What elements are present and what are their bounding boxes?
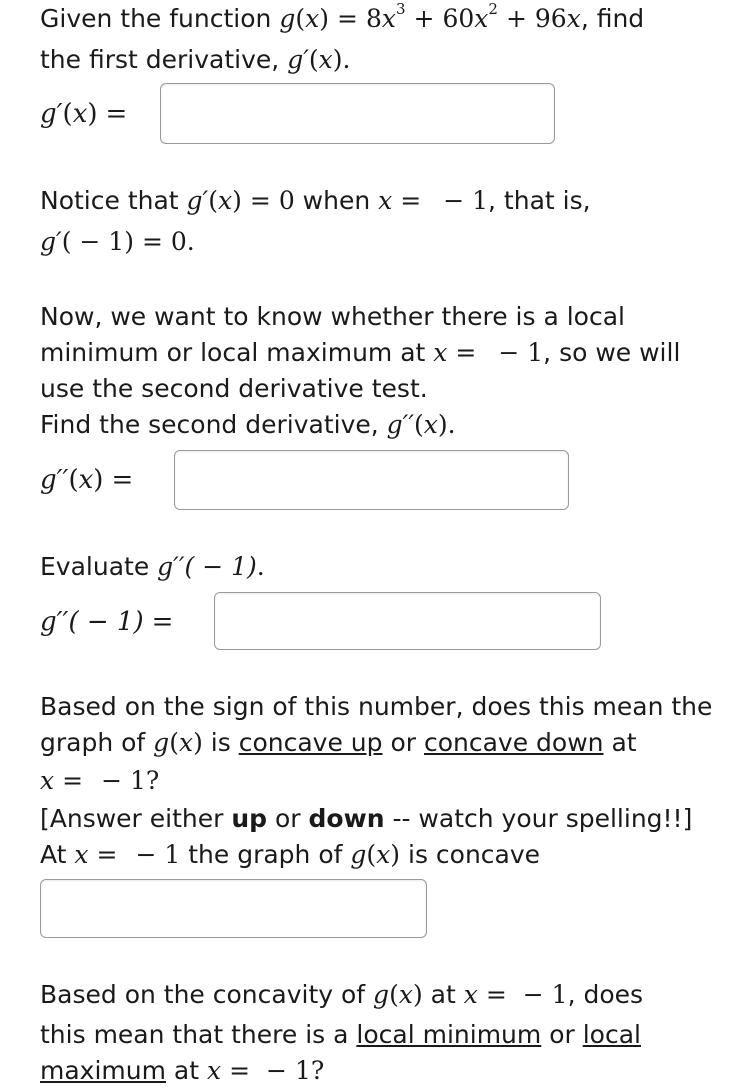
q1-period: . bbox=[342, 45, 351, 74]
q3-line1 bbox=[40, 549, 265, 585]
q4-line3-val: − 1? bbox=[101, 766, 160, 795]
local-minimum-text: local minimum bbox=[356, 1020, 542, 1049]
concave-up-text: concave up bbox=[238, 728, 383, 757]
q5-line3: maximum at x = − 1? bbox=[40, 1056, 325, 1085]
q5-line1-val: − 1 bbox=[522, 980, 568, 1009]
q2-label-fn: g′′ bbox=[40, 465, 69, 495]
q1-line2: the first derivative, g′(x). bbox=[40, 45, 351, 74]
q4-up-bold: up bbox=[231, 804, 268, 833]
q5-line1-a: Based on the concavity of bbox=[40, 980, 374, 1009]
notice-zero: 0 bbox=[278, 186, 295, 215]
q3-period: . bbox=[256, 552, 265, 581]
q4-line2-prefix: graph of bbox=[40, 728, 154, 757]
plus-1: + bbox=[413, 4, 435, 33]
exp-2: 2 bbox=[488, 0, 498, 18]
q1-suffix: , find bbox=[580, 4, 645, 33]
second-deriv: g′′ bbox=[386, 410, 415, 439]
q2-line4-prefix: Find the second derivative, bbox=[40, 410, 387, 439]
var-x: x bbox=[305, 4, 320, 33]
q4-is-concave: is concave bbox=[400, 840, 541, 869]
notice-line1: Notice that g′(x) = 0 when x = − 1, that is, bbox=[40, 186, 591, 215]
second-derivative-input[interactable] bbox=[175, 451, 568, 509]
notice-deriv: g′ bbox=[186, 186, 209, 215]
q4-line4 bbox=[40, 801, 692, 837]
q2-line4: Find the second derivative, g′′(x). bbox=[40, 410, 456, 439]
q5-line1-c: , does bbox=[567, 980, 644, 1009]
q1-label-fn: g′ bbox=[40, 99, 63, 129]
notice-line2-arg: ( − 1) bbox=[61, 227, 134, 256]
q2-line3: use the second derivative test. bbox=[40, 374, 428, 403]
notice-val: − 1 bbox=[443, 186, 489, 215]
coef-1: 8 bbox=[365, 4, 382, 33]
second-derivative-input-box[interactable] bbox=[174, 450, 569, 510]
q4-down-bold: down bbox=[308, 804, 385, 833]
coef-2: 60 bbox=[442, 4, 475, 33]
notice-line2-fn: g′ bbox=[40, 227, 62, 256]
q2-line2: minimum or local maximum at x = − 1, so we will bbox=[40, 338, 681, 367]
maximum-text: maximum bbox=[40, 1056, 166, 1085]
q3-label: g′′( − 1) bbox=[40, 607, 144, 637]
q4-line5: At x = − 1 the graph of g(x) is concave bbox=[40, 840, 541, 869]
first-derivative-input[interactable] bbox=[161, 84, 554, 143]
plus-2: + bbox=[505, 4, 527, 33]
q2-line1: Now, we want to know whether there is a local bbox=[40, 302, 625, 331]
q4-line3: x = − 1? bbox=[40, 766, 160, 795]
concave-down-text: concave down bbox=[423, 728, 604, 757]
equals: = bbox=[337, 4, 358, 33]
first-deriv: g′ bbox=[287, 45, 309, 74]
q1-answer-label: g′(x) = bbox=[40, 99, 128, 129]
q1-text: Given the function bbox=[40, 4, 280, 33]
notice-var: x bbox=[378, 186, 393, 215]
q2-period: . bbox=[447, 410, 456, 439]
q5-line2 bbox=[40, 1017, 641, 1053]
local-text: local bbox=[582, 1020, 641, 1049]
q3-answer-label: g′′( − 1) = bbox=[40, 607, 174, 637]
concavity-input-box[interactable] bbox=[40, 879, 427, 938]
q2-line2-val: − 1 bbox=[498, 338, 544, 367]
concavity-input[interactable] bbox=[41, 880, 426, 937]
q4-instr-b: -- watch your spelling!!] bbox=[384, 804, 693, 833]
q4-at: at bbox=[603, 728, 637, 757]
first-derivative-input-box[interactable] bbox=[160, 83, 555, 144]
q4-instr-a: [Answer either bbox=[40, 804, 232, 833]
q4-graph-of: the graph of bbox=[180, 840, 351, 869]
q4-line2: graph of g(x) is concave up or concave down at bbox=[40, 728, 637, 757]
q3-expr: g′′( − 1) bbox=[157, 552, 257, 581]
q5-line3-at: at bbox=[165, 1056, 207, 1085]
q5-line1: Based on the concavity of g(x) at x = − 1, does bbox=[40, 980, 644, 1009]
q4-or: or bbox=[382, 728, 424, 757]
q2-line2-prefix: minimum or local maximum at bbox=[40, 338, 434, 367]
q3-prefix: Evaluate bbox=[40, 552, 158, 581]
notice-when: when bbox=[294, 186, 379, 215]
notice-line2-rhs: 0. bbox=[170, 227, 195, 256]
q1-line2-text: the first derivative, bbox=[40, 45, 288, 74]
q4-line5-val: − 1 bbox=[135, 840, 181, 869]
q2-line2-suffix: , so we will bbox=[543, 338, 681, 367]
second-derivative-value-input-box[interactable] bbox=[214, 592, 601, 650]
q5-line3-val: − 1? bbox=[266, 1056, 325, 1085]
notice-prefix: Notice that bbox=[40, 186, 187, 215]
q4-line1: Based on the sign of this number, does this mean the bbox=[40, 692, 713, 721]
notice-suffix: , that is, bbox=[488, 186, 591, 215]
q5-or: or bbox=[541, 1020, 583, 1049]
fn-name: g bbox=[279, 4, 296, 33]
second-derivative-value-input[interactable] bbox=[215, 593, 600, 649]
q5-line2-a: this mean that there is a bbox=[40, 1020, 357, 1049]
q4-instr-or: or bbox=[267, 804, 309, 833]
q4-is: is bbox=[202, 728, 239, 757]
q5-line1-at: at bbox=[422, 980, 464, 1009]
q4-at-prefix: At bbox=[40, 840, 75, 869]
q2-answer-label: g′′(x) = bbox=[40, 465, 134, 495]
notice-line2: g′( − 1) = 0. bbox=[40, 227, 195, 256]
exp-1: 3 bbox=[395, 0, 406, 18]
coef-3: 96 bbox=[534, 4, 567, 33]
q1-line1: Given the function $g(x) = 8x^3 + 60x^2 + 96x$, find bbox=[40, 0, 645, 33]
